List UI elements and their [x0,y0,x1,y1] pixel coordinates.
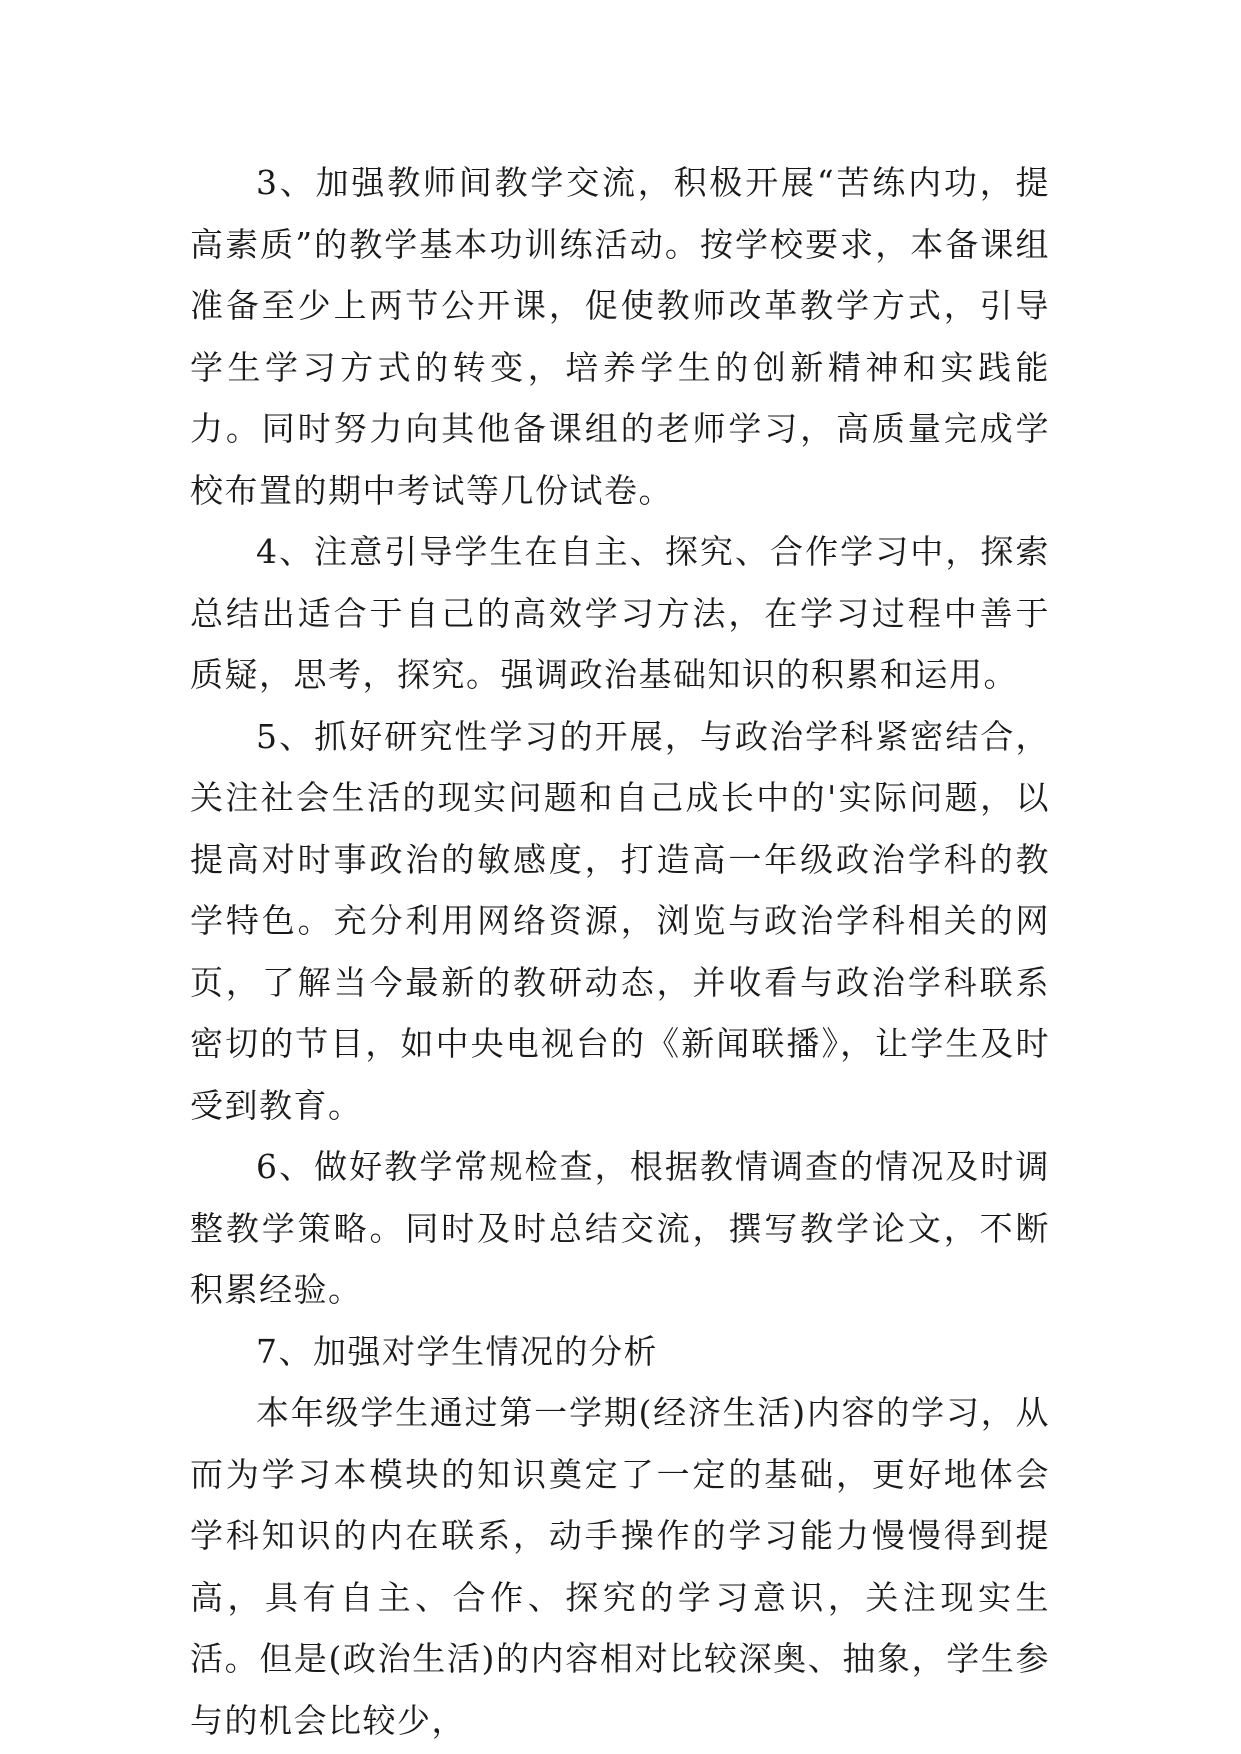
paragraph-item-7-heading: 7、加强对学生情况的分析 [256,1331,658,1371]
paragraph-item-5: 5、抓好研究性学习的开展，与政治学科紧密结合，关注社会生活的现实问题和自己成长中的'实际问题，以提高对时事政治的敏感度，打造高一年级政治学科的教学特色。充分利用网络资源，浏览与政治学科相关的网页，了解当今最新的教研动态，并收看与政治学科联系密切的节目，如中央电视台的《新闻联播》，让学生及时受到教育。 [190,716,1050,1125]
paragraph-item-4: 4、注意引导学生在自主、探究、合作学习中，探索总结出适合于自己的高效学习方法，在学习过程中善于质疑，思考，探究。强调政治基础知识的积累和运用。 [190,532,1050,694]
paragraph-item-6: 6、做好教学常规检查，根据教情调查的情况及时调整教学策略。同时及时总结交流，撰写教学论文，不断积累经验。 [190,1147,1050,1309]
document-body [190,152,1050,1751]
paragraph-student-analysis: 本年级学生通过第一学期(经济生活)内容的学习，从而为学习本模块的知识奠定了一定的基础，更好地体会学科知识的内在联系，动手操作的学习能力慢慢得到提高，具有自主、合作、探究的学习意识，关注现实生活。但是(政治生活)的内容相对比较深奥、抽象，学生参与的机会比较少， [190,1393,1050,1740]
paragraph-item-3: 3、加强教师间教学交流，积极开展“苦练内功，提高素质”的教学基本功训练活动。按学校要求，本备课组准备至少上两节公开课，促使教师改革教学方式，引导学生学习方式的转变，培养学生的创新精神和实践能力。同时努力向其他备课组的老师学习，高质量完成学校布置的期中考试等几份试卷。 [190,163,1050,510]
